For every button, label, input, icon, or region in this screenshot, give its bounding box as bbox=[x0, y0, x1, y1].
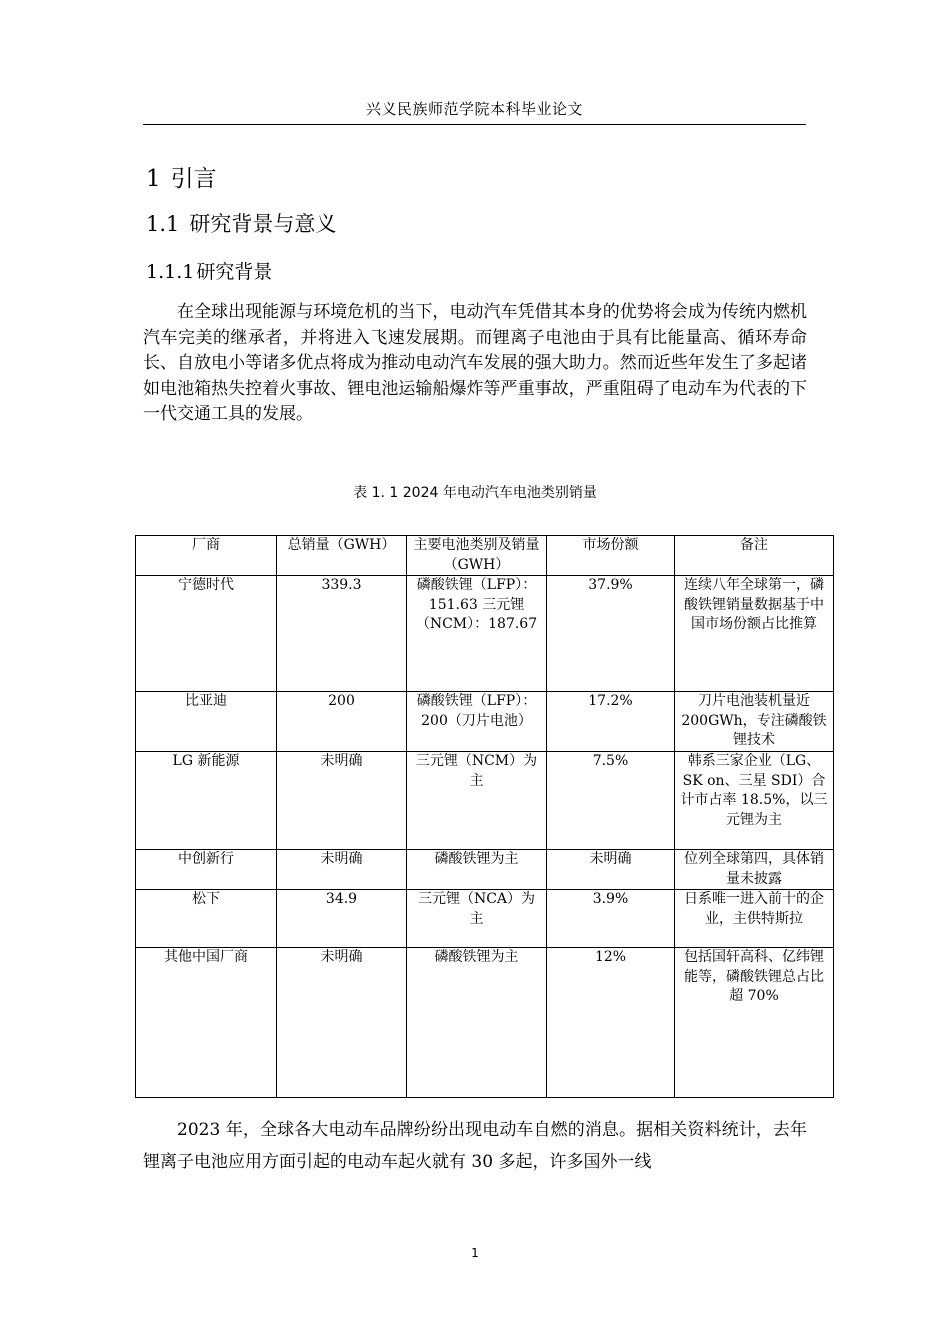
table-cell: 其他中国厂商 bbox=[136, 948, 277, 1098]
table-cell: 三元锂（NCM）为主 bbox=[407, 752, 547, 850]
table-header-cell: 总销量（GWH） bbox=[277, 536, 407, 576]
table-row bbox=[136, 576, 834, 692]
table-cell: 339.3 bbox=[277, 576, 407, 692]
table-cell: 12% bbox=[547, 948, 675, 1098]
table-cell: 3.9% bbox=[547, 890, 675, 948]
table-row bbox=[136, 692, 834, 752]
table-header-row bbox=[136, 536, 834, 576]
table-row bbox=[136, 948, 834, 1098]
table-cell: 包括国轩高科、亿纬锂能等，磷酸铁锂总占比超 70% bbox=[675, 948, 834, 1098]
table-header-cell: 市场份额 bbox=[547, 536, 675, 576]
table-cell: 磷酸铁锂为主 bbox=[407, 948, 547, 1098]
table-header-cell: 主要电池类别及销量（GWH） bbox=[407, 536, 547, 576]
table-row bbox=[136, 890, 834, 948]
table-cell: 未明确 bbox=[277, 850, 407, 890]
section-heading bbox=[146, 208, 336, 238]
table-cell: 磷酸铁锂（LFP）：151.63 三元锂（NCM）：187.67 bbox=[407, 576, 547, 692]
table-cell: 7.5% bbox=[547, 752, 675, 850]
chapter-title: 引言 bbox=[170, 166, 217, 192]
chapter-number: 1 bbox=[146, 166, 161, 192]
section-number: 1.1 bbox=[146, 212, 180, 236]
table-cell: 日系唯一进入前十的企业，主供特斯拉 bbox=[675, 890, 834, 948]
table-cell: 中创新行 bbox=[136, 850, 277, 890]
table-cell: 未明确 bbox=[277, 948, 407, 1098]
subsection-title: 研究背景 bbox=[196, 261, 273, 283]
table-row bbox=[136, 752, 834, 850]
table-cell: 未明确 bbox=[277, 752, 407, 850]
table-caption: 表 1. 1 2024 年电动汽车电池类别销量 bbox=[353, 485, 597, 501]
table-cell: 连续八年全球第一，磷酸铁锂销量数据基于中国市场份额占比推算 bbox=[675, 576, 834, 692]
table-header-cell: 备注 bbox=[675, 536, 834, 576]
battery-sales-table bbox=[135, 535, 834, 1098]
subsection-number: 1.1.1 bbox=[146, 261, 195, 283]
table-cell: 刀片电池装机量近200GWh，专注磷酸铁锂技术 bbox=[675, 692, 834, 752]
body-paragraph: 2023 年，全球各大电动车品牌纷纷出现电动车自燃的消息。据相关资料统计，去年锂离子电池应用方面引起的电动车起火就有 30 多起，许多国外一线 bbox=[143, 1120, 807, 1172]
page-number: 1 bbox=[471, 1246, 479, 1260]
table-cell: 磷酸铁锂为主 bbox=[407, 850, 547, 890]
table-cell: 磷酸铁锂（LFP）：200（刀片电池） bbox=[407, 692, 547, 752]
table-cell: 三元锂（NCA）为主 bbox=[407, 890, 547, 948]
table-cell: 韩系三家企业（LG、SK on、三星 SDI）合计市占率 18.5%，以三元锂为主 bbox=[675, 752, 834, 850]
table-cell: 37.9% bbox=[547, 576, 675, 692]
table-row bbox=[136, 850, 834, 890]
body-paragraph: 在全球出现能源与环境危机的当下，电动汽车凭借其本身的优势将会成为传统内燃机汽车完美的继承者，并将进入飞速发展期。而锂离子电池由于具有比能量高、循环寿命长、自放电小等诸多优点将成为推动电动汽车发展的强大助力。然而近些年发生了多起诸如电池箱热失控着火事故、锂电池运输船爆炸等严重事故，严重阻碍了电动车为代表的下一代交通工具的发展。 bbox=[143, 302, 807, 424]
header-divider bbox=[143, 124, 806, 125]
page-header: 兴义民族师范学院本科毕业论文 bbox=[365, 100, 583, 118]
table-cell: LG 新能源 bbox=[136, 752, 277, 850]
table-cell: 17.2% bbox=[547, 692, 675, 752]
table-header-cell: 厂商 bbox=[136, 536, 277, 576]
table-cell: 200 bbox=[277, 692, 407, 752]
subsection-heading bbox=[146, 257, 272, 284]
table-cell: 宁德时代 bbox=[136, 576, 277, 692]
table-cell: 比亚迪 bbox=[136, 692, 277, 752]
table-cell: 未明确 bbox=[547, 850, 675, 890]
table-cell: 34.9 bbox=[277, 890, 407, 948]
chapter-heading bbox=[146, 160, 217, 193]
section-title: 研究背景与意义 bbox=[189, 212, 337, 236]
table-cell: 松下 bbox=[136, 890, 277, 948]
table-cell: 位列全球第四，具体销量未披露 bbox=[675, 850, 834, 890]
